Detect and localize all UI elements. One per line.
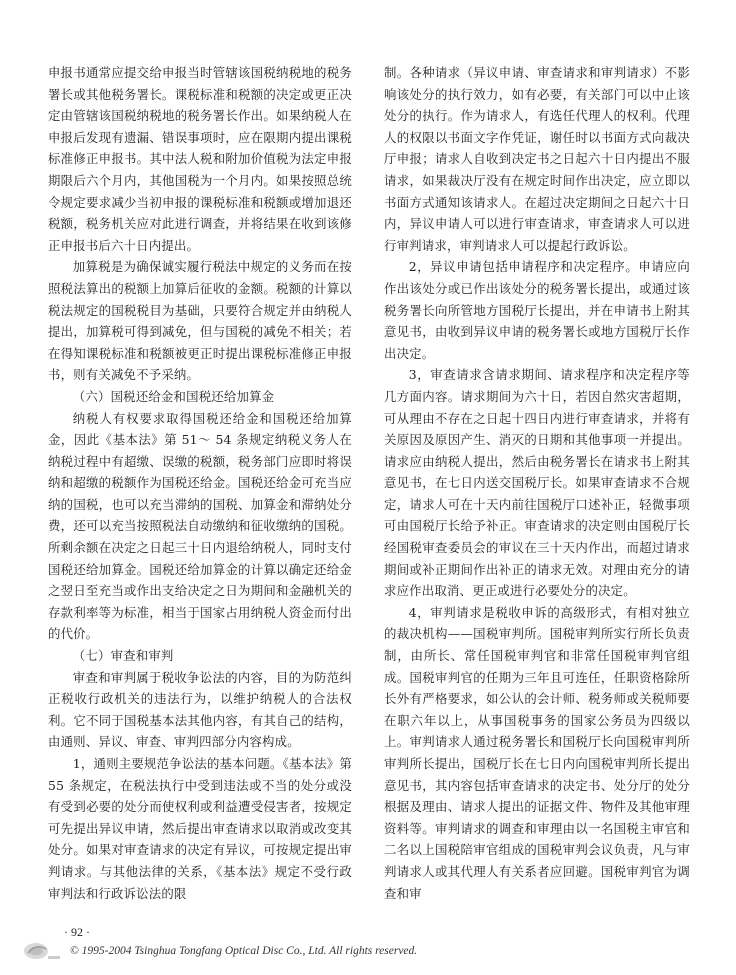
- copyright-text: © 1995-2004 Tsinghua Tongfang Optical Disc Co., Ltd. All rights reserved.: [70, 945, 418, 957]
- section-heading: （六）国税还给金和国税还给加算金: [72, 388, 275, 404]
- paragraph: 加算税是为确保诚实履行税法中规定的义务而在按照税法算出的税额上加算后征收的金额。税额的计算以税法规定的国税税目为基础，只要符合规定并由纳税人提出，加算税可得到减免，但与国税的减免不相关；若在得知课税标准和税额被更正时提出课税标准修正申报书，则有关减免不予采纳。: [48, 259, 352, 383]
- section-heading: （七）审查和审判: [72, 648, 174, 664]
- paragraph: 审查和审判属于税收争讼法的内容，目的为防范纠正税收行政机关的违法行为，以维护纳税人的合法权利。它不同于国税基本法其他内容，有其自己的结构，由通则、异议、审查、审判四部分内容构成。: [48, 669, 352, 750]
- right-column: [384, 62, 690, 904]
- paragraph: 纳税人有权要求取得国税还给金和国税还给加算金，因此《基本法》第 51～ 54 条规定纳税义务人在纳税过程中有超缴、误缴的税额，税务部门应即时将误纳和超缴的税额作为国税还给金。国税还给金可充当应纳的国税，也可以充当滞纳的国税、加算金和滞纳处分费，还可以充当按照税法自动缴纳和征收缴纳的国税。所剩余额在决定之日起三十日内退给纳税人，同时支付国税还给加算金。国税还给加算金的计算以确定还给金之翌日至充当或作出支给决定之日为期间和金融机关的存款利率等为标准，相当于国家占用纳税人资金而付出的代价。: [48, 410, 352, 642]
- left-column: [48, 62, 352, 904]
- paragraph: 3，审查请求含请求期间、请求程序和决定程序等几方面内容。请求期间为六十日，若因自然灾害超期，可从理由不存在之日起十四日内进行审查请求，并将有关原因及原因产生、消灭的日期和其他事项一并提出。请求应由纳税人提出，然后由税务署长在请求书上附其意见书，在七日内送交国税厅长。如果审查请求不合规定，请求人可在十天内前往国税厅口述补正，轻微事项可由国税厅长给予补正。审查请求的决定则由国税厅长经国税审查委员会的审议在三十天内作出，而超过请求期间或补正期间作出补正的请求无效。对理由充分的请求应作出取消、更正或进行必要处分的决定。: [384, 367, 690, 599]
- paragraph: 2，异议申请包括申请程序和决定程序。申请应向作出该处分或已作出该处分的税务署长提出，或通过该税务署长向所管地方国税厅长提出，并在申请书上附其意见书，由收到异议申请的税务署长或地方国税厅长作出决定。: [384, 259, 690, 361]
- page-number: · 92 ·: [64, 925, 90, 939]
- paragraph: 申报书通常应提交给申报当时管辖该国税纳税地的税务署长或其他税务署长。课税标准和税额的决定或更正决定由管辖该国税纳税地的税务署长作出。如果纳税人在申报后发现有遗漏、错误事项时，应在限期内提出课税标准修正申报书。其中法人税和附加价值税为法定申报期限后六个月内，其他国税为一个月内。如果按照总统令规定要求减少当初申报的课税标准和税额或增加退还税额，税务机关应对此进行调查，并将结果在收到该修正申报书后六十日内提出。: [48, 65, 352, 253]
- paragraph: 4，审判请求是税收申诉的高级形式，有相对独立的裁决机构——国税审判所。国税审判所实行所长负责制，由所长、常任国税审判官和非常任国税审判官组成。国税审判官的任期为三年且可连任，任职资格除所长外有严格要求，如公认的会计师、税务师或关税师要在职六年以上，从事国税事务的国家公务员为四级以上。审判请求人通过税务署长和国税厅长向国税审判所审判所长提出，国税厅长在七日内向国税审判所长提出意见书，其内容包括审查请求的决定书、处分厅的处分根据及理由、请求人提出的证据文件、物件及其他审理资料等。审判请求的调查和审理由以一名国税主审官和二名以上国税陪审官组成的国税审判会议负责，凡与审判请求人或其代理人有关系者应回避。国税审判官为调查和审: [384, 604, 690, 901]
- cnki-logo-icon: [22, 940, 62, 962]
- paragraph: 1，通则主要规范争讼法的基本问题。《基本法》第 55 条规定，在税法执行中受到违法或不当的处分或没有受到必要的处分而使权利或利益遭受侵害者，按规定可先提出异议申请，然后提出审查请求以取消或改变其处分。如果对审查请求的决定有异议，可按规定提出审判请求。与其他法律的关系，《基本法》规定不受行政审判法和行政诉讼法的限: [48, 756, 352, 901]
- paragraph: 制。各种请求（异议申请、审查请求和审判请求）不影响该处分的执行效力，如有必要，有关部门可以中止该处分的执行。作为请求人，有选任代理人的权利。代理人的权限以书面文字作凭证，谢任时以书面方式向裁决厅申报；请求人自收到决定书之日起六十日内提出不服请求，如果裁决厅没有在规定时间作出决定，应立即以书面方式通知该请求人。在超过决定期间之日起六十日内，异议申请人可以进行审查请求，审查请求人可以进行审判请求，审判请求人可以提起行政诉讼。: [384, 65, 690, 253]
- footer: [22, 939, 417, 963]
